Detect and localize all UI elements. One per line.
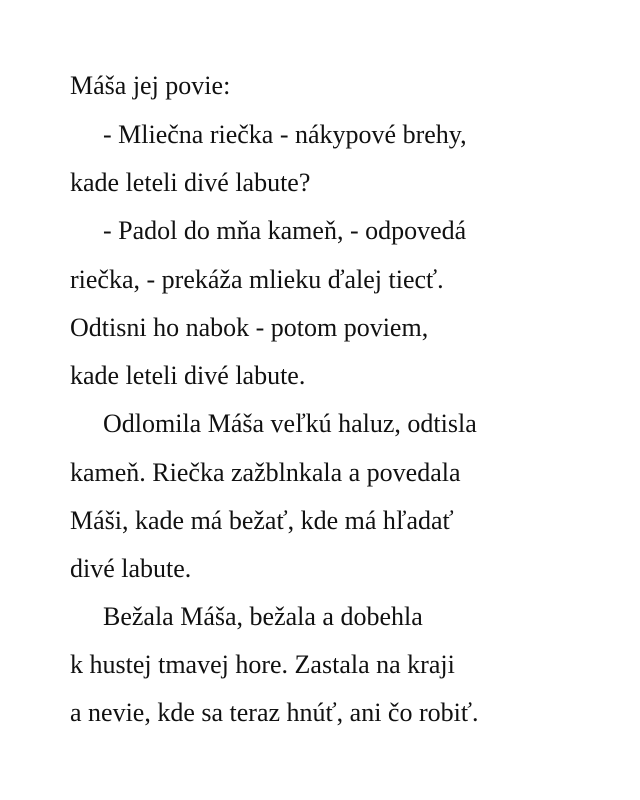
text-line: Odtisni ho nabok - potom poviem, <box>70 313 429 342</box>
text-line: k hustej tmavej hore. Zastala na kraji <box>70 650 455 679</box>
text-line: Máši, kade má bežať, kde má hľadať <box>70 506 454 535</box>
text-line: kameň. Riečka zažblnkala a povedala <box>70 458 461 487</box>
text-line: Máša jej povie: <box>70 71 231 100</box>
text-line: - Mliečna riečka - nákypové brehy, <box>103 120 467 149</box>
text-line: riečka, - prekáža mlieku ďalej tiecť. <box>70 265 444 294</box>
text-line: kade leteli divé labute. <box>70 361 306 390</box>
text-line: Bežala Máša, bežala a dobehla <box>103 602 423 631</box>
text-line: Odlomila Máša veľkú haluz, odtisla <box>103 409 477 438</box>
text-line: kade leteli divé labute? <box>70 168 311 197</box>
text-line: - Padol do mňa kameň, - odpovedá <box>103 216 467 245</box>
text-line: a nevie, kde sa teraz hnúť, ani čo robiť. <box>70 698 479 727</box>
text-line: divé labute. <box>70 554 192 583</box>
